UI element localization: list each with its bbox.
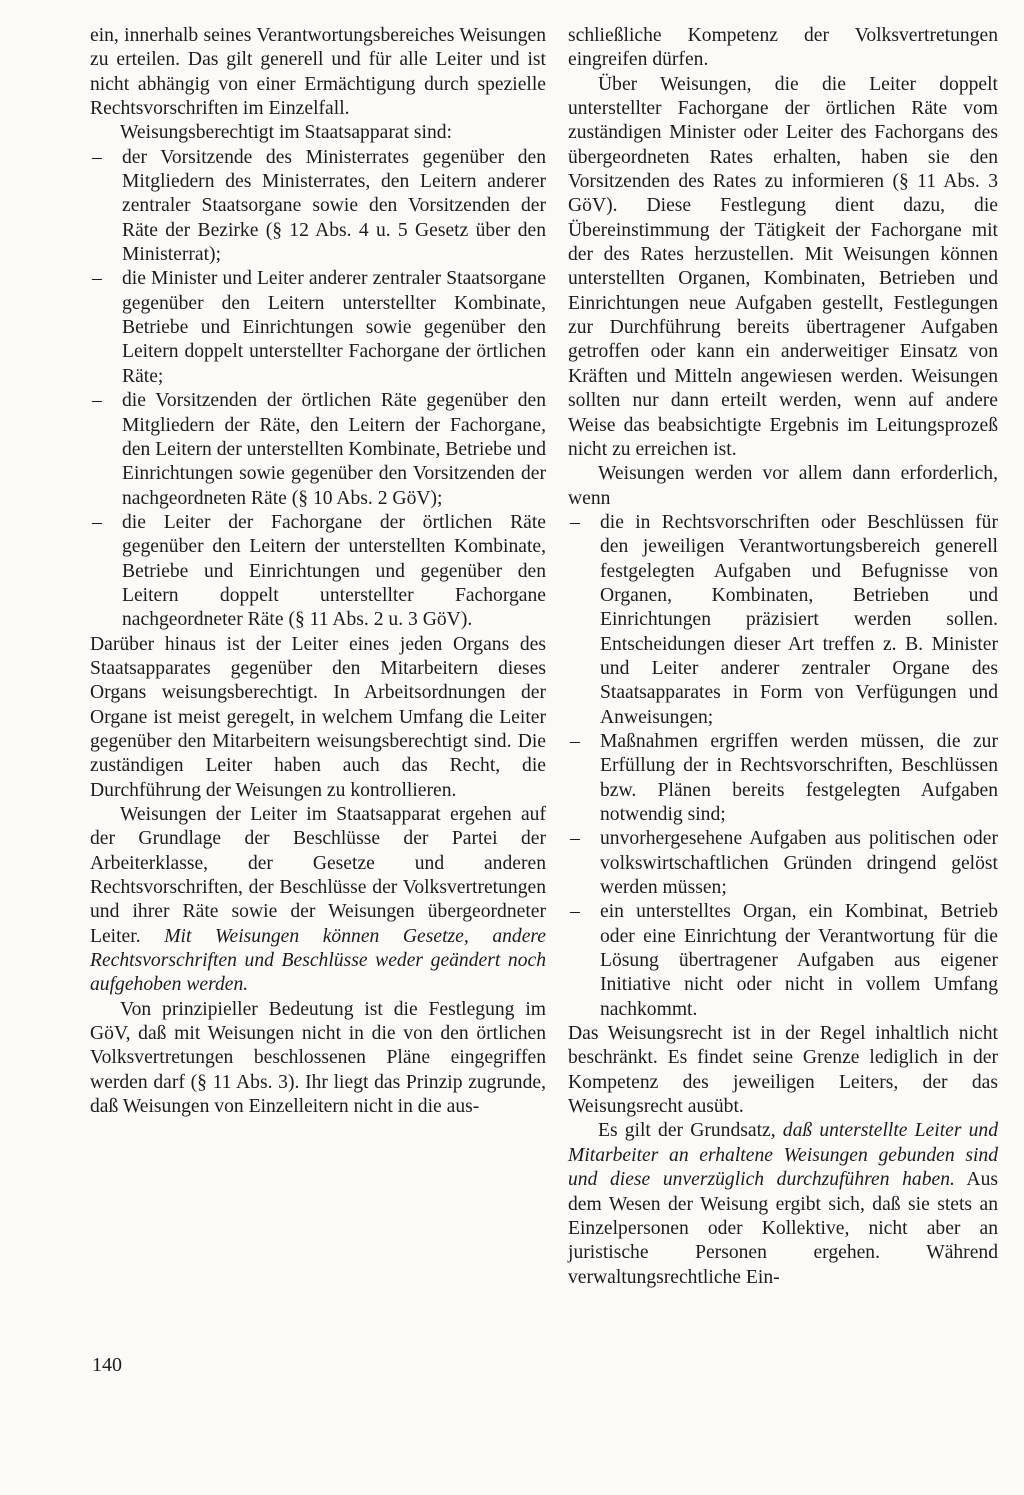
right-column — [568, 24, 998, 1290]
list-item: – die Vorsitzenden der örtlichen Räte gegenüber den Mitgliedern der Räte, den Leitern der Fachorgane, den Leitern der unterstellten Kombinate, Betriebe und Einrichtungen sowie gegenüber den Vorsitzenden der nachgeordneten Räte (§ 10 Abs. 2 GöV); — [90, 389, 546, 511]
list-item: – ein unterstelltes Organ, ein Kombinat, Betrieb oder eine Einrichtung der Verantwortung für die Lösung übertragener Aufgaben aus eigener Initiative nicht oder nicht in vollem Umfang nachkommt. — [568, 900, 998, 1022]
paragraph-text: Aus dem Wesen der Weisung ergibt sich, daß sie stets an Einzelpersonen oder Kollektive, nicht aber an juristische Personen ergehen. Während verwaltungsrechtliche Ein- — [568, 1169, 999, 1288]
list-item: – Maßnahmen ergriffen werden müssen, die zur Erfüllung der in Rechtsvorschriften, Beschlüssen bzw. Plänen bereits festgelegten Aufgaben notwendig sind; — [568, 730, 998, 827]
list-item: – die Leiter der Fachorgane der örtlichen Räte gegenüber den Leitern der unterstellten Kombinate, Betriebe und Einrichtungen und gegenüber den Leitern doppelt unterstellter Fachorgane nachgeordneter Räte (§ 11 Abs. 2 u. 3 GöV). — [90, 511, 546, 633]
paragraph: Darüber hinaus ist der Leiter eines jeden Organs des Staatsapparates gegenüber den Mitarbeitern dieses Organs weisungsberechtigt. In Arbeitsordnungen der Organe ist meist geregelt, in welchem Umfang die Leiter gegenüber den Mitarbeitern weisungsberechtigt sind. Die zuständigen Leiter haben auch das Recht, die Durchführung der Weisungen zu kontrollieren. — [90, 633, 546, 801]
list-item: – die Minister und Leiter anderer zentraler Staatsorgane gegenüber den Leitern unterstellter Kombinate, Betriebe und Einrichtungen sowie gegenüber den Leitern doppelt unterstellter Fachorgane der örtlichen Räte; — [90, 267, 546, 389]
italic-emphasis: daß unterstellte Leiter und Mitarbeiter an erhaltene Weisungen gebunden sind und diese unverzüglich durchzuführen haben. — [568, 1120, 998, 1191]
dash-list — [568, 511, 998, 1022]
page-number: 140 — [92, 1354, 122, 1376]
left-column — [90, 24, 546, 1119]
paragraph-text: Es gilt der Grundsatz, — [598, 1120, 783, 1142]
list-item: – unvorhergesehene Aufgaben aus politischen oder volkswirtschaftlichen Gründen dringend gelöst werden müssen; — [568, 827, 998, 900]
list-item: – die in Rechtsvorschriften oder Beschlüssen für den jeweiligen Verantwortungsbereich generell festgelegten Aufgaben und Befugnisse von Organen, Kombinaten, Betrieben und Einrichtungen präzisiert werden sollen. Entscheidungen dieser Art treffen z. B. Minister und Leiter anderer zentraler Organe des Staatsapparates in Form von Verfügungen und Anweisungen; — [568, 511, 998, 730]
paragraph: Das Weisungsrecht ist in der Regel inhaltlich nicht beschränkt. Es findet seine Grenze lediglich in der Kompetenz des jeweiligen Leiters, der das Weisungsrecht ausübt. — [568, 1023, 998, 1118]
paragraph: schließliche Kompetenz der Volksvertretungen eingreifen dürfen. — [568, 25, 998, 71]
paragraph: Über Weisungen, die die Leiter doppelt unterstellter Fachorgane der örtlichen Räte vom zuständigen Minister oder Leiter des Fachorgans des übergeordneten Rates erhalten, haben sie den Vorsitzenden des Rates zu informieren (§ 11 Abs. 3 GöV). Diese Festlegung dient dazu, die Übereinstimmung der Tätigkeit der Fachorgane mit der des Rates herzustellen. Mit Weisungen können unterstellten Organen, Kombinaten, Betrieben und Einrichtungen neue Aufgaben gestellt, Festlegungen zur Durchführung bereits übertragener Aufgaben getroffen oder kann ein anderweitiger Einsatz von Kräften und Mitteln angewiesen werden. Weisungen sollten nur dann erteilt werden, wenn auf andere Weise das beabsichtigte Ergebnis im Leitungsprozeß nicht zu erreichen ist. — [568, 73, 998, 460]
italic-emphasis: Mit Weisungen können Gesetze, andere Rechtsvorschriften und Beschlüsse weder geändert noch aufgehoben werden. — [90, 925, 546, 996]
paragraph — [568, 1119, 998, 1289]
paragraph: Weisungsberechtigt im Staatsapparat sind: — [120, 122, 452, 144]
paragraph: Von prinzipieller Bedeutung ist die Festlegung im GöV, daß mit Weisungen nicht in die von den örtlichen Volksvertretungen beschlossenen Pläne eingegriffen werden darf (§ 11 Abs. 3). Ihr liegt das Prinzip zugrunde, daß Weisungen von Einzelleitern nicht in die aus- — [90, 998, 546, 1118]
paragraph-text: Weisungen der Leiter im Staatsapparat ergehen auf der Grundlage der Beschlüsse der Partei der Arbeiterklasse, der Gesetze und anderen Rechtsvorschriften, der Beschlüsse der Volksvertretungen und ihrer Räte sowie der Weisungen übergeordneter Leiter. — [90, 804, 546, 947]
list-item: – der Vorsitzende des Ministerrates gegenüber den Mitgliedern des Ministerrates, den Leitern anderer zentraler Staatsorgane sowie den Vorsitzenden der Räte der Bezirke (§ 12 Abs. 4 u. 5 Gesetz über den Ministerrat); — [90, 146, 546, 268]
paragraph: ein, innerhalb seines Verantwortungsbereiches Weisungen zu erteilen. Das gilt generell und für alle Leiter und ist nicht abhängig von einer Ermächtigung durch spezielle Rechtsvorschriften im Einzelfall. — [90, 25, 546, 120]
paragraph — [90, 803, 546, 998]
dash-list — [90, 146, 546, 633]
paragraph: Weisungen werden vor allem dann erforderlich, wenn — [568, 463, 998, 509]
